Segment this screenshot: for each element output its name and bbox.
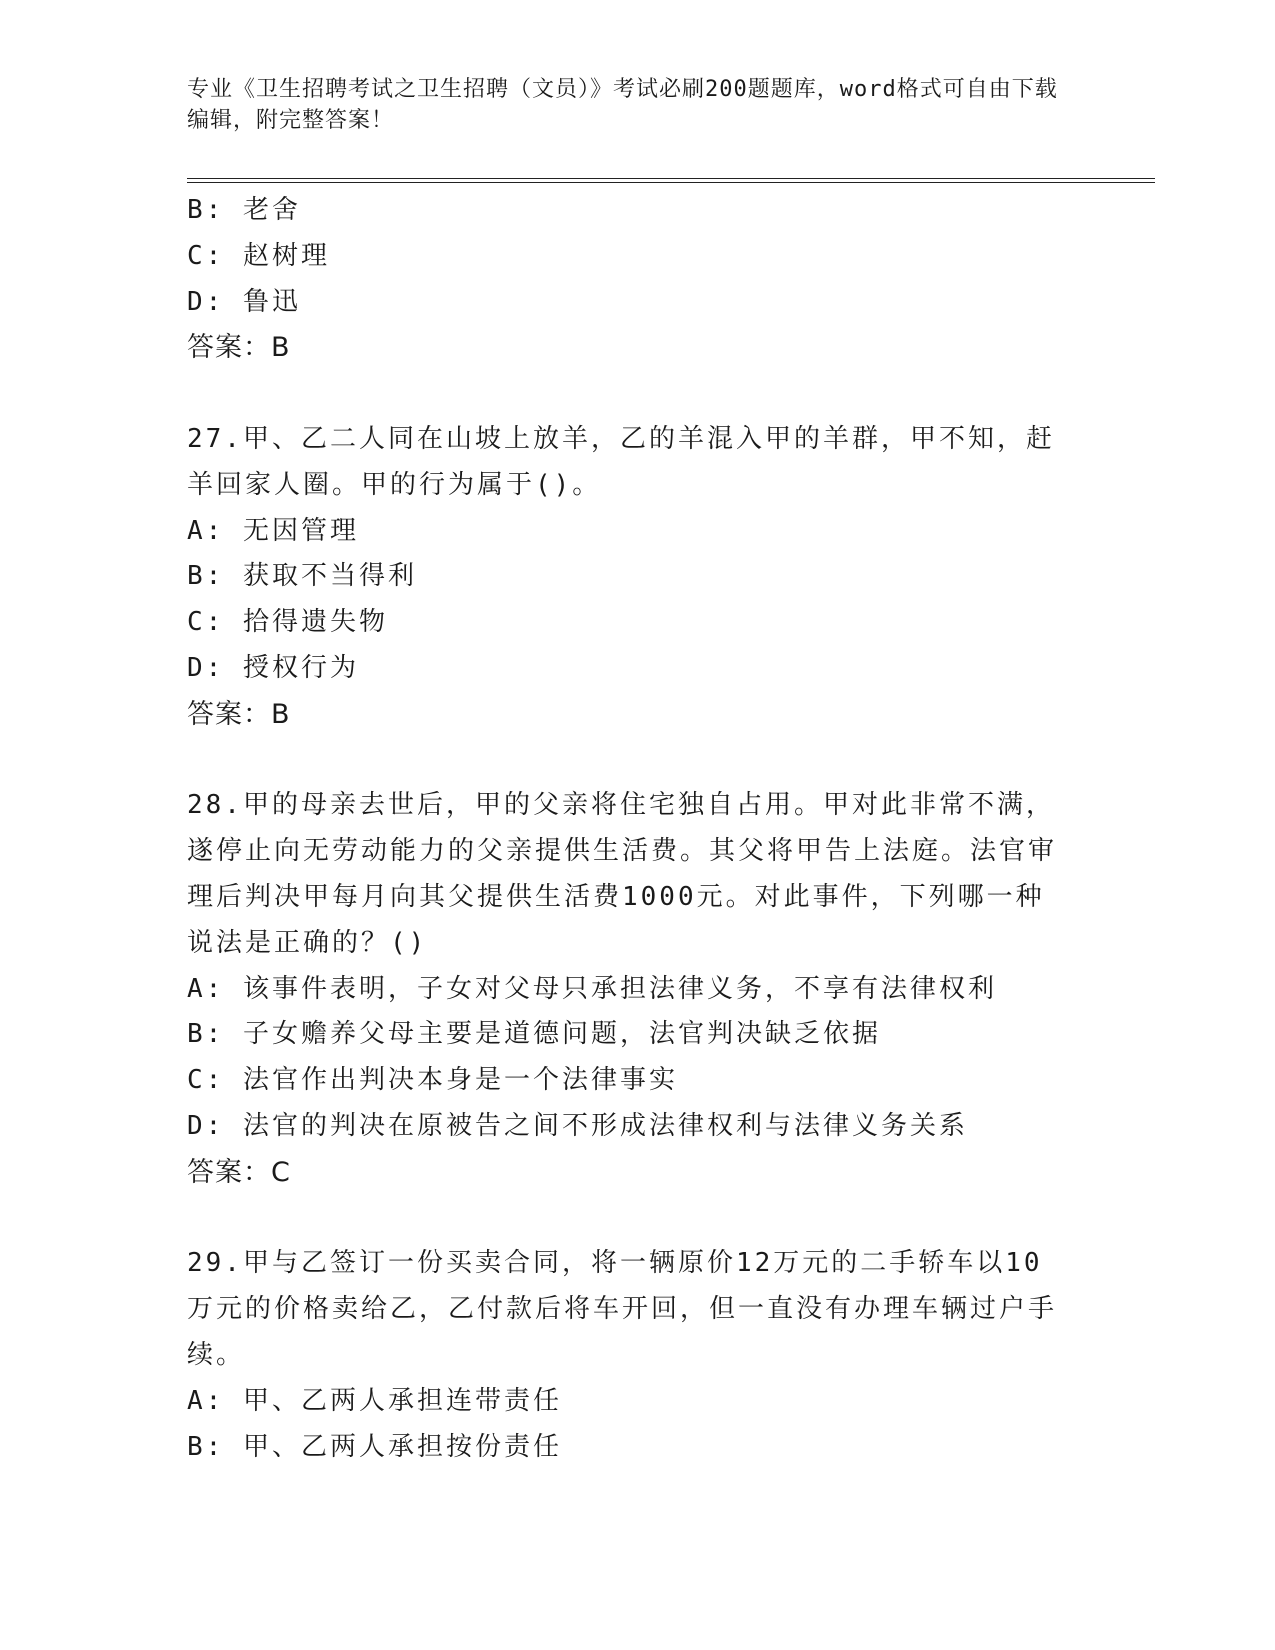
option-d: D: 法官的判决在原被告之间不形成法律权利与法律义务关系 [187, 1110, 968, 1141]
option-b: B: 老舍 [187, 195, 301, 225]
option-a: A: 无因管理 [187, 515, 359, 546]
spacer [187, 371, 1067, 417]
option-d: D: 鲁迅 [187, 286, 301, 317]
option-c: C: 拾得遗失物 [187, 607, 388, 638]
question-27 [187, 417, 1067, 738]
answer-line: 答案：B [187, 332, 291, 364]
document-header: 专业《卫生招聘考试之卫生招聘（文员）》考试必刷200题题库，word格式可自由下载编辑，附完整答案！ [187, 77, 1058, 133]
header-divider-bottom [187, 182, 1155, 183]
answer-line: 答案：B [187, 698, 291, 730]
question-stem: 29.甲与乙签订一份买卖合同，将一辆原价12万元的二手轿车以10万元的价格卖给乙，乙付款后将车开回，但一直没有办理车辆过户手续。 [187, 1248, 1058, 1370]
answer-line: 答案：C [187, 1156, 291, 1188]
option-b: B: 子女赡养父母主要是道德问题，法官判决缺乏依据 [187, 1019, 881, 1050]
option-a: A: 该事件表明，子女对父母只承担法律义务，不享有法律权利 [187, 973, 997, 1004]
question-28 [187, 783, 1067, 1195]
question-26 [187, 188, 1067, 371]
question-content [187, 188, 1067, 1470]
option-c: C: 赵树理 [187, 240, 330, 271]
spacer [187, 738, 1067, 784]
header-divider-top [187, 178, 1155, 179]
spacer [187, 1196, 1067, 1242]
option-b: B: 获取不当得利 [187, 561, 417, 592]
question-stem: 27.甲、乙二人同在山坡上放羊，乙的羊混入甲的羊群，甲不知，赶羊回家人圈。甲的行为属于()。 [187, 423, 1055, 500]
option-a: A: 甲、乙两人承担连带责任 [187, 1385, 562, 1416]
option-b: B: 甲、乙两人承担按份责任 [187, 1431, 562, 1462]
option-c: C: 法官作出判决本身是一个法律事实 [187, 1065, 678, 1096]
option-d: D: 授权行为 [187, 652, 359, 683]
question-stem: 28.甲的母亲去世后，甲的父亲将住宅独自占用。甲对此非常不满，遂停止向无劳动能力的父亲提供生活费。其父将甲告上法庭。法官审理后判决甲每月向其父提供生活费1000元。对此事件，下列哪一种说法是正确的？() [187, 790, 1058, 958]
question-29 [187, 1241, 1067, 1470]
